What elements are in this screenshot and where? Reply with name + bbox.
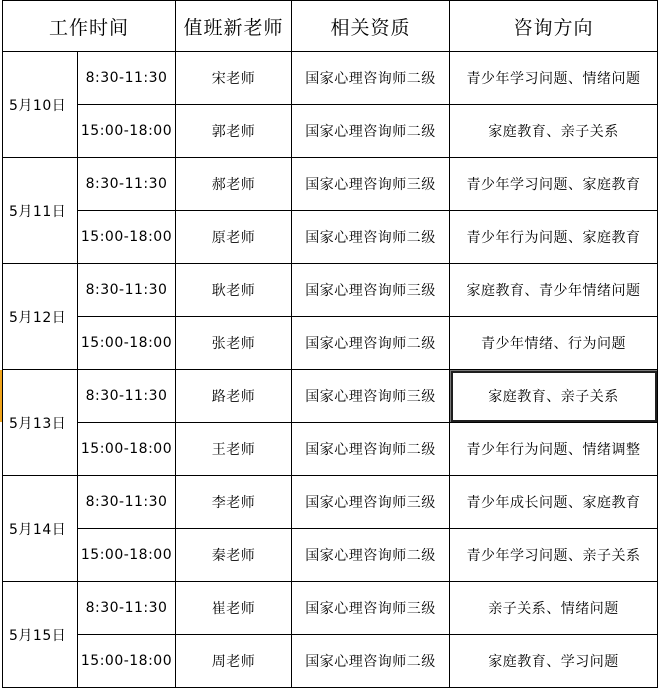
qualification-cell[interactable]: 国家心理咨询师二级 (292, 317, 450, 370)
date-cell[interactable]: 5月14日 (3, 476, 78, 582)
direction-cell-selected[interactable]: 家庭教育、亲子关系 (450, 370, 658, 423)
qualification-cell[interactable]: 国家心理咨询师三级 (292, 158, 450, 211)
direction-cell[interactable]: 家庭教育、青少年情绪问题 (450, 264, 658, 317)
qualification-cell[interactable]: 国家心理咨询师三级 (292, 370, 450, 423)
qualification-cell[interactable]: 国家心理咨询师二级 (292, 529, 450, 582)
teacher-cell[interactable]: 郝老师 (176, 158, 292, 211)
table-row (3, 158, 658, 211)
time-cell[interactable]: 15:00-18:00 (78, 529, 176, 582)
teacher-cell[interactable]: 李老师 (176, 476, 292, 529)
time-cell[interactable]: 8:30-11:30 (78, 582, 176, 635)
direction-cell[interactable]: 家庭教育、学习问题 (450, 635, 658, 688)
qualification-cell[interactable]: 国家心理咨询师二级 (292, 52, 450, 105)
teacher-cell[interactable]: 耿老师 (176, 264, 292, 317)
teacher-cell[interactable]: 张老师 (176, 317, 292, 370)
direction-cell[interactable]: 青少年学习问题、亲子关系 (450, 529, 658, 582)
date-cell[interactable]: 5月15日 (3, 582, 78, 688)
table-row (3, 52, 658, 105)
qualification-cell[interactable]: 国家心理咨询师二级 (292, 211, 450, 264)
direction-cell[interactable]: 青少年成长问题、家庭教育 (450, 476, 658, 529)
table-row (3, 582, 658, 635)
teacher-cell[interactable]: 路老师 (176, 370, 292, 423)
time-cell[interactable]: 15:00-18:00 (78, 423, 176, 476)
header-teacher[interactable]: 值班新老师 (176, 1, 292, 52)
table-row (3, 317, 658, 370)
qualification-cell[interactable]: 国家心理咨询师三级 (292, 582, 450, 635)
table-row (3, 370, 658, 423)
qualification-cell[interactable]: 国家心理咨询师二级 (292, 105, 450, 158)
teacher-cell[interactable]: 王老师 (176, 423, 292, 476)
date-cell[interactable]: 5月13日 (3, 370, 78, 476)
direction-cell[interactable]: 青少年学习问题、情绪问题 (450, 52, 658, 105)
teacher-cell[interactable]: 秦老师 (176, 529, 292, 582)
header-work-time[interactable]: 工作时间 (3, 1, 176, 52)
qualification-cell[interactable]: 国家心理咨询师二级 (292, 423, 450, 476)
header-row (3, 1, 658, 52)
time-cell[interactable]: 15:00-18:00 (78, 317, 176, 370)
header-qualification[interactable]: 相关资质 (292, 1, 450, 52)
teacher-cell[interactable]: 周老师 (176, 635, 292, 688)
direction-cell[interactable]: 家庭教育、亲子关系 (450, 105, 658, 158)
table-row (3, 211, 658, 264)
time-cell[interactable]: 15:00-18:00 (78, 211, 176, 264)
direction-cell[interactable]: 亲子关系、情绪问题 (450, 582, 658, 635)
time-cell[interactable]: 8:30-11:30 (78, 52, 176, 105)
time-cell[interactable]: 15:00-18:00 (78, 635, 176, 688)
table-row (3, 264, 658, 317)
time-cell[interactable]: 8:30-11:30 (78, 158, 176, 211)
teacher-cell[interactable]: 崔老师 (176, 582, 292, 635)
teacher-cell[interactable]: 原老师 (176, 211, 292, 264)
direction-cell[interactable]: 青少年学习问题、家庭教育 (450, 158, 658, 211)
time-cell[interactable]: 8:30-11:30 (78, 476, 176, 529)
table-row (3, 476, 658, 529)
duty-schedule-table (2, 0, 658, 688)
date-cell[interactable]: 5月12日 (3, 264, 78, 370)
time-cell[interactable]: 15:00-18:00 (78, 105, 176, 158)
table-row (3, 529, 658, 582)
qualification-cell[interactable]: 国家心理咨询师三级 (292, 476, 450, 529)
time-cell[interactable]: 8:30-11:30 (78, 264, 176, 317)
teacher-cell[interactable]: 郭老师 (176, 105, 292, 158)
qualification-cell[interactable]: 国家心理咨询师二级 (292, 635, 450, 688)
qualification-cell[interactable]: 国家心理咨询师三级 (292, 264, 450, 317)
table-row (3, 423, 658, 476)
table-row (3, 635, 658, 688)
direction-cell[interactable]: 青少年情绪、行为问题 (450, 317, 658, 370)
direction-cell[interactable]: 青少年行为问题、情绪调整 (450, 423, 658, 476)
teacher-cell[interactable]: 宋老师 (176, 52, 292, 105)
header-direction[interactable]: 咨询方向 (450, 1, 658, 52)
direction-cell[interactable]: 青少年行为问题、家庭教育 (450, 211, 658, 264)
table-row (3, 105, 658, 158)
date-cell[interactable]: 5月10日 (3, 52, 78, 158)
time-cell[interactable]: 8:30-11:30 (78, 370, 176, 423)
date-cell[interactable]: 5月11日 (3, 158, 78, 264)
